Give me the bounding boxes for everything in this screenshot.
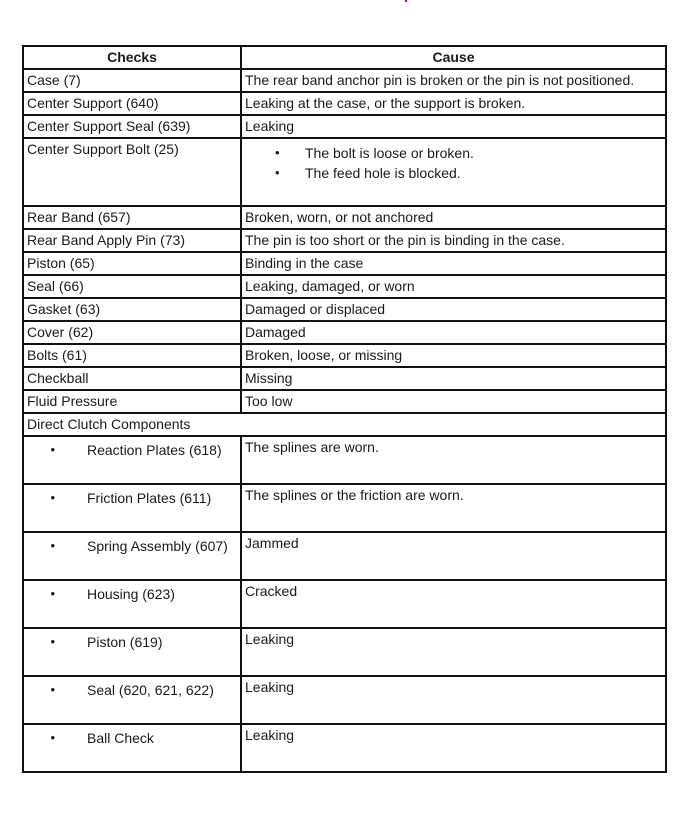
table-row <box>23 138 666 206</box>
check-cell: Checkball <box>23 367 241 390</box>
check-cell <box>23 676 241 724</box>
bullet-icon: • <box>50 538 55 553</box>
table-row <box>23 580 666 628</box>
table-row <box>23 344 666 367</box>
table-header-row <box>23 46 666 69</box>
check-label: Friction Plates (611) <box>87 490 212 506</box>
table-row <box>23 298 666 321</box>
cause-cell: Leaking, damaged, or worn <box>241 275 666 298</box>
check-cell: Center Support (640) <box>23 92 241 115</box>
cause-cell: Leaking <box>241 724 666 772</box>
check-cell: Fluid Pressure <box>23 390 241 413</box>
table-row <box>23 484 666 532</box>
cause-cell <box>241 138 666 206</box>
bullet-icon: • <box>50 682 55 697</box>
table-row <box>23 532 666 580</box>
cause-cell: The pin is too short or the pin is binding in the case. <box>241 229 666 252</box>
cause-cell: Binding in the case <box>241 252 666 275</box>
cause-cell: Cracked <box>241 580 666 628</box>
diagnosis-table <box>22 45 667 773</box>
cause-cell: Broken, loose, or missing <box>241 344 666 367</box>
check-label: Piston (619) <box>87 634 163 650</box>
red-dot-mark <box>405 0 407 2</box>
cause-cell: Jammed <box>241 532 666 580</box>
check-cell: Center Support Bolt (25) <box>23 138 241 206</box>
bullet-icon: • <box>50 490 55 505</box>
check-cell: Case (7) <box>23 69 241 92</box>
cause-list <box>245 143 662 183</box>
cause-cell: Broken, worn, or not anchored <box>241 206 666 229</box>
header-cause: Cause <box>241 46 666 69</box>
cause-cell: Leaking <box>241 676 666 724</box>
check-cell <box>23 436 241 484</box>
group-label: Direct Clutch Components <box>23 413 666 436</box>
group-header-row <box>23 413 666 436</box>
check-cell: Rear Band (657) <box>23 206 241 229</box>
cause-cell: Leaking <box>241 628 666 676</box>
check-label: Spring Assembly (607) <box>87 538 228 554</box>
table-row <box>23 275 666 298</box>
check-cell <box>23 580 241 628</box>
table-row <box>23 92 666 115</box>
cause-cell: Too low <box>241 390 666 413</box>
table-row <box>23 628 666 676</box>
check-cell: Gasket (63) <box>23 298 241 321</box>
check-cell <box>23 532 241 580</box>
cause-cell: The splines or the friction are worn. <box>241 484 666 532</box>
table-row <box>23 390 666 413</box>
cause-list-item: • The bolt is loose or broken. <box>305 143 662 163</box>
table-row <box>23 321 666 344</box>
table-row <box>23 676 666 724</box>
check-cell: Piston (65) <box>23 252 241 275</box>
cause-cell: Damaged or displaced <box>241 298 666 321</box>
check-label: Reaction Plates (618) <box>87 442 222 458</box>
cause-cell: Leaking at the case, or the support is broken. <box>241 92 666 115</box>
check-cell: Rear Band Apply Pin (73) <box>23 229 241 252</box>
bullet-icon: • <box>50 442 55 457</box>
cause-list-item: • The feed hole is blocked. <box>305 163 662 183</box>
cause-cell: Missing <box>241 367 666 390</box>
table-row <box>23 206 666 229</box>
cause-cell: Leaking <box>241 115 666 138</box>
table-row <box>23 252 666 275</box>
table-row <box>23 229 666 252</box>
cause-cell: The splines are worn. <box>241 436 666 484</box>
check-cell: Center Support Seal (639) <box>23 115 241 138</box>
table-row <box>23 724 666 772</box>
bullet-icon: • <box>50 586 55 601</box>
check-cell <box>23 484 241 532</box>
check-cell <box>23 724 241 772</box>
bullet-icon: • <box>50 730 55 745</box>
cause-cell: The rear band anchor pin is broken or the pin is not positioned. <box>241 69 666 92</box>
check-cell: Seal (66) <box>23 275 241 298</box>
check-cell: Cover (62) <box>23 321 241 344</box>
table-row <box>23 115 666 138</box>
bullet-icon: • <box>50 634 55 649</box>
check-label: Ball Check <box>87 730 154 746</box>
check-label: Housing (623) <box>87 586 175 602</box>
check-cell: Bolts (61) <box>23 344 241 367</box>
table-row <box>23 436 666 484</box>
check-cell <box>23 628 241 676</box>
header-checks: Checks <box>23 46 241 69</box>
table-row <box>23 367 666 390</box>
check-label: Seal (620, 621, 622) <box>87 682 214 698</box>
cause-cell: Damaged <box>241 321 666 344</box>
table-row <box>23 69 666 92</box>
